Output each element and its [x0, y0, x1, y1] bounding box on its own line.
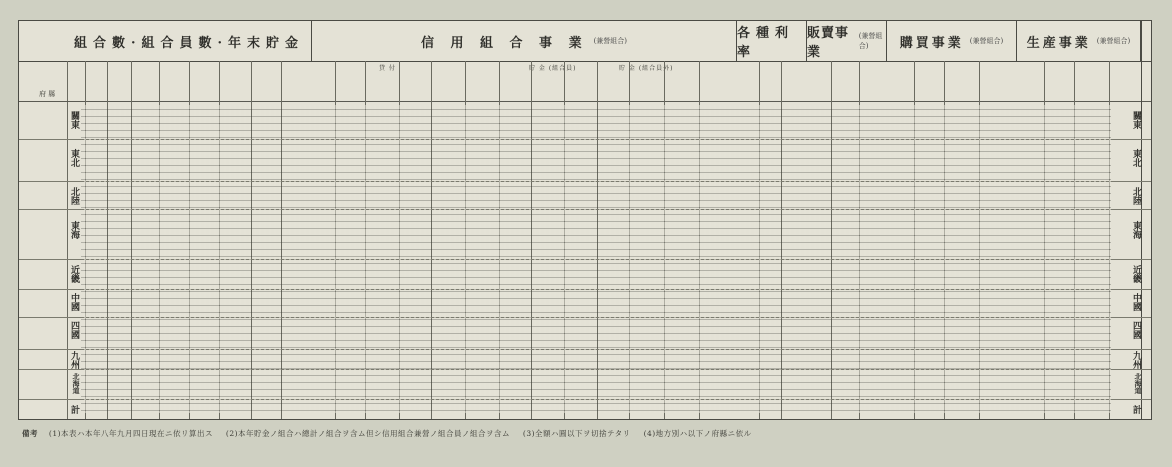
section-credit-title: 信 用 組 合 事 業 [420, 35, 588, 51]
region-label-right: 近畿 [1131, 265, 1141, 283]
region-label: 九州 [69, 351, 79, 369]
section-sales-note: (兼營組合) [858, 32, 883, 50]
region-label-right: 計 [1131, 405, 1141, 414]
section-membership-title: 組合數·組合員數·年末貯金 [73, 35, 305, 51]
section-purchase [887, 21, 1017, 61]
region-label-right: 北陸 [1131, 187, 1141, 205]
footer-note: (2)本年貯金ノ組合ハ總計ノ組合ヲ含ム但シ信用組合兼營ノ組合員ノ組合ヲ含ム [225, 429, 511, 438]
footer-lead: 備考 [22, 429, 38, 438]
footer-note: (4)地方別ハ以下ノ府縣ニ依ル [643, 429, 752, 438]
region-label: 東海 [69, 221, 79, 239]
region-label-right: 九州 [1131, 351, 1141, 369]
statistics-sheet [18, 20, 1152, 420]
header-row [19, 21, 1151, 62]
section-purchase-title: 購買事業 [899, 35, 964, 51]
region-label: 四國 [69, 321, 79, 339]
section-production-note: (兼營組合) [1096, 37, 1131, 45]
section-interest-title: 各種利率 [737, 26, 795, 60]
region-label-right: 東海 [1131, 221, 1141, 239]
region-label-right: 關東 [1131, 111, 1141, 129]
region-label: 關東 [69, 111, 79, 129]
section-credit [312, 21, 737, 61]
section-sales-title: 販賣事業 [807, 26, 850, 60]
region-label-right: 中國 [1131, 293, 1141, 311]
prefecture-column [19, 61, 68, 419]
region-label-right: 四國 [1131, 321, 1141, 339]
footer-note: (1)本表ハ本年八年九月四日現在ニ依リ算出ス [48, 429, 214, 438]
section-production-title: 生産事業 [1026, 35, 1091, 51]
footer-note: (3)全額ハ圓以下ヲ切捨テタリ [522, 429, 631, 438]
section-interest [737, 21, 807, 61]
numeric-data-block [81, 105, 1111, 413]
section-purchase-note: (兼營組合) [969, 37, 1004, 45]
region-label: 計 [69, 405, 79, 414]
section-production [1017, 21, 1141, 61]
region-label-right: 東北 [1131, 149, 1141, 167]
subhead-deposits-members: 貯 金 (組合員) [529, 65, 577, 72]
section-sales [807, 21, 887, 61]
prefecture-column-label: 府 縣 [39, 90, 56, 98]
section-membership [67, 21, 312, 61]
region-label: 北陸 [69, 187, 79, 205]
region-label: 東北 [69, 149, 79, 167]
footer-notes [22, 428, 762, 439]
region-label-right: 北海道 [1134, 373, 1143, 394]
subhead-loans: 貸 付 [379, 65, 396, 72]
section-credit-note: (兼營組合) [593, 37, 628, 45]
region-label: 北海道 [72, 373, 81, 394]
subhead-deposits-nonmembers: 貯 金 (組合員外) [619, 65, 674, 72]
region-label: 近畿 [69, 265, 79, 283]
region-label: 中國 [69, 293, 79, 311]
